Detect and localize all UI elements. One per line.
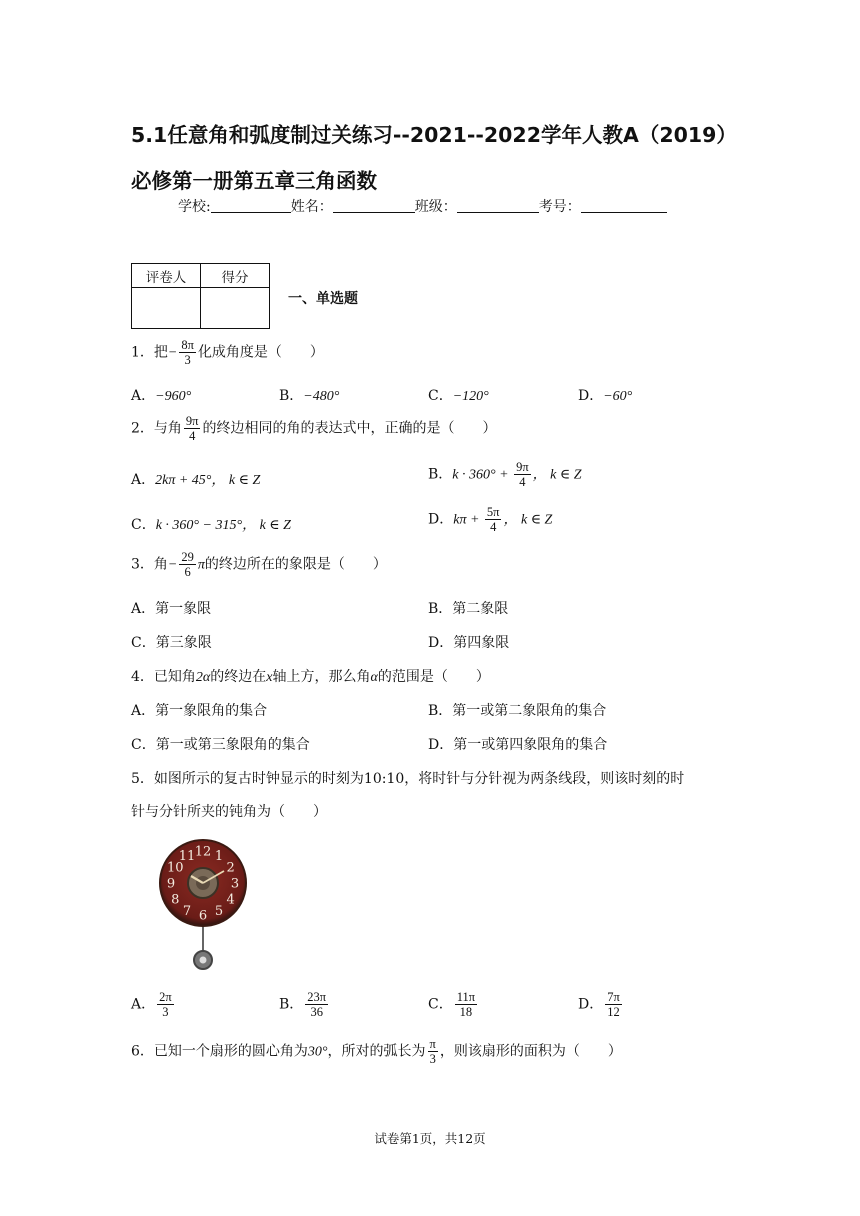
page-footer: 试卷第1页，共12页 <box>374 1131 486 1146</box>
option-b[interactable]: B．第二象限 <box>428 601 509 617</box>
clock-numeral: 4 <box>226 892 235 908</box>
option-b[interactable]: B．−480° <box>279 388 340 404</box>
section-heading: 一、单选题 <box>288 291 358 307</box>
clock-numeral: 6 <box>198 908 208 924</box>
option-c[interactable]: C．第三象限 <box>131 635 212 651</box>
clock-numeral: 3 <box>230 876 240 892</box>
name-label: 姓名： <box>290 199 333 215</box>
option-d[interactable]: D．第一或第四象限角的集合 <box>428 737 608 753</box>
clock-numeral: 12 <box>194 844 212 860</box>
clock-numeral: 8 <box>171 892 180 908</box>
clock-numeral: 2 <box>226 860 235 876</box>
class-label: 班级： <box>414 199 457 215</box>
clock-numeral: 7 <box>182 904 192 920</box>
option-a[interactable]: A．第一象限 <box>131 601 212 617</box>
fraction: $\frac{9\pi}{4}$ <box>185 414 199 443</box>
school-blank[interactable] <box>211 198 291 213</box>
option-d[interactable]: D．第四象限 <box>428 635 510 651</box>
option-c[interactable]: C．−120° <box>428 388 489 404</box>
question-4-stem: 4．已知角2α的终边在x轴上方，那么角α的范围是（ ） <box>131 669 490 685</box>
student-info-line <box>178 196 667 216</box>
option-c[interactable]: C．第一或第三象限角的集合 <box>131 737 310 753</box>
question-5-stem-line-1: 5．如图所示的复古时钟显示的时刻为10:10，将时针与分针视为两条线段，则该时刻的时 <box>131 771 685 787</box>
option-a[interactable]: A．第一象限角的集合 <box>131 703 268 719</box>
page-title: 5.1任意角和弧度制过关练习--2021--2022学年人教A（2019）必修第一册第五章三角函数 <box>131 123 737 193</box>
option-d[interactable]: D．kπ + $\frac{5\pi}{4}$ ， k ∈ Z <box>428 505 553 534</box>
question-5-stem-line-2: 针与分针所夹的钝角为（ ） <box>131 804 327 820</box>
option-d[interactable]: D． $\frac{7\pi}{12}$ <box>578 990 620 1019</box>
name-blank[interactable] <box>333 198 415 213</box>
fraction: $\frac{8\pi}{3}$ <box>181 338 194 367</box>
clock-numeral: 11 <box>178 848 196 864</box>
question-2-stem: 2．与角 $\frac{9\pi}{4}$ 的终边相同的角的表达式中，正确的是（ ） <box>131 414 497 443</box>
option-b[interactable]: B． $\frac{23\pi}{36}$ <box>279 990 327 1019</box>
question-6-stem: 6．已知一个扇形的圆心角为30°，所对的弧长为 $\frac{\pi}{3}$ ，则该扇形的面积为（ ） <box>131 1037 622 1066</box>
school-label: 学校: <box>178 199 211 215</box>
class-blank[interactable] <box>457 198 539 213</box>
clock-numeral: 1 <box>214 848 224 864</box>
option-a[interactable]: A． $\frac{2\pi}{3}$ <box>131 990 172 1019</box>
option-d[interactable]: D．−60° <box>578 388 633 404</box>
score-cell[interactable] <box>201 288 270 329</box>
option-b[interactable]: B．第一或第二象限角的集合 <box>428 703 607 719</box>
option-c[interactable]: C． $\frac{11\pi}{18}$ <box>428 990 476 1019</box>
clock-numeral: 9 <box>166 876 176 892</box>
fraction: $\frac{29}{6}$ <box>181 550 194 579</box>
option-b[interactable]: B．k · 360° + $\frac{9\pi}{4}$ ， k ∈ Z <box>428 460 582 489</box>
option-a[interactable]: A．2kπ + 45°， k ∈ Z <box>131 472 261 488</box>
option-c[interactable]: C．k · 360° − 315°， k ∈ Z <box>131 517 291 533</box>
grader-cell[interactable] <box>132 288 201 329</box>
clock-numeral: 5 <box>214 904 224 920</box>
question-3-stem: 3．角− $\frac{29}{6}$ π的终边所在的象限是（ ） <box>131 550 387 579</box>
grader-header: 评卷人 <box>132 264 201 288</box>
score-header: 得分 <box>201 264 270 288</box>
exam-no-blank[interactable] <box>581 198 667 213</box>
option-a[interactable]: A．−960° <box>131 388 192 404</box>
clock-numeral: 10 <box>167 860 184 876</box>
score-table <box>131 263 270 329</box>
vintage-clock-image <box>155 838 255 973</box>
exam-no-label: 考号： <box>538 199 581 215</box>
fraction: $\frac{\pi}{3}$ <box>429 1037 436 1066</box>
question-1-stem: 1．把− $\frac{8\pi}{3}$ 化成角度是（ ） <box>131 338 324 367</box>
